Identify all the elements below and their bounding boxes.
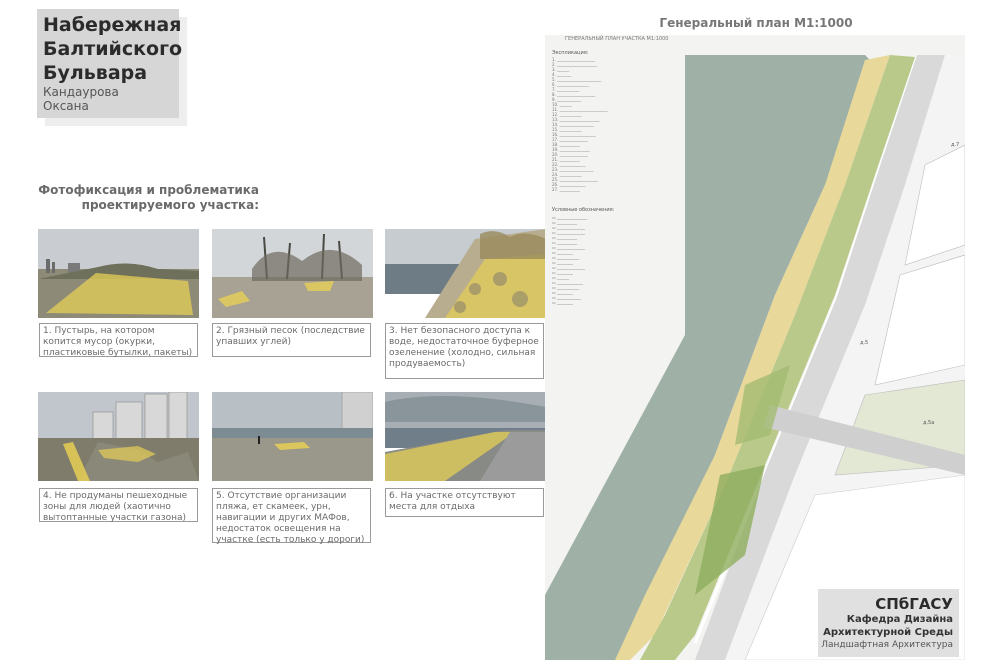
department-line-1: Кафедра Дизайна [846,614,953,625]
photo-4-caption: 4. Не продуманы пешеходные зоны для людей (хаотично вытоптанные участки газона) [39,488,198,522]
field-name: Ландшафтная Архитектура [821,640,953,650]
photo-6-caption: 6. На участке отсутствуют места для отдыха [385,488,544,517]
photo-5 [212,392,373,481]
project-title: Набережная Балтийского Бульвара [43,14,183,84]
building-label-7: д.7 [951,142,960,148]
department-line-2: Архитектурной Среды [823,627,953,638]
title-block [37,9,183,118]
photo-2-caption: 2. Грязный песок (последствие упавших углей) [212,323,371,357]
photo-4 [38,392,199,481]
photo-1-caption: 1. Пустырь, на котором копится мусор (окурки, пластиковые бутылки, пакеты) [39,323,198,357]
institution-block [818,589,959,657]
explication-title: Экспликация: [552,50,589,56]
photo-3 [385,229,546,318]
building-label-5: д.5 [860,340,869,346]
photo-1 [38,229,199,318]
explication-list: 1. ___________________ 2. ____________________ 3. ______ 4. _______ 5. ______________________ 6. ________________ 7. ___________ 8. ___________________ 9. ____________ 10. ______ 11. ________________________ 12. ___________ 13. ____________________ 14. _________________ 15. ___________ 16. __________________ 17. ______________ 18. __________ 19. _______________ 20. ______________ 21. __________ 22. _____________ 23. _________________ 24. ___________ 25. ___________________ 26. _____________ 27. __________ [552,57,608,192]
photo-section-title: Фотофиксация и проблематика проектируемого участка: [38,183,259,212]
photo-2 [212,229,373,318]
general-plan [545,35,965,660]
legend-list: ▭ _______________ ▭ __________ ▭ ______________ ▭ ______________ ▭ __________ ▭ __________ ▭ ______________ ▭ ________ ▭ ___________ ▭ ________ ▭ ______________ ▭ ________ ▭ ______ ▭ _____________ ▭ ___________ ▭ ________ ▭ ____________ ▭ ________ [552,215,588,305]
author-name: Кандаурова Оксана [43,85,119,113]
photo-3-caption: 3. Нет безопасного доступа к воде, недостаточное буферное озеленение (холодно, сильная продуваемость) [385,323,544,379]
plan-subtitle: ГЕНЕРАЛЬНЫЙ ПЛАН УЧАСТКА М1:1000 [565,36,669,42]
legend-title: Условные обозначения: [552,207,615,213]
institution-name: СПбГАСУ [875,595,953,613]
photo-6 [385,392,546,481]
plan-title: Генеральный план М1:1000 [659,16,853,30]
building-label-5a: д.5а [923,420,935,426]
photo-5-caption: 5. Отсутствие организации пляжа, ет скамеек, урн, навигации и других МАФов, недостаток освещения на участке (есть только у дороги) [212,488,371,543]
